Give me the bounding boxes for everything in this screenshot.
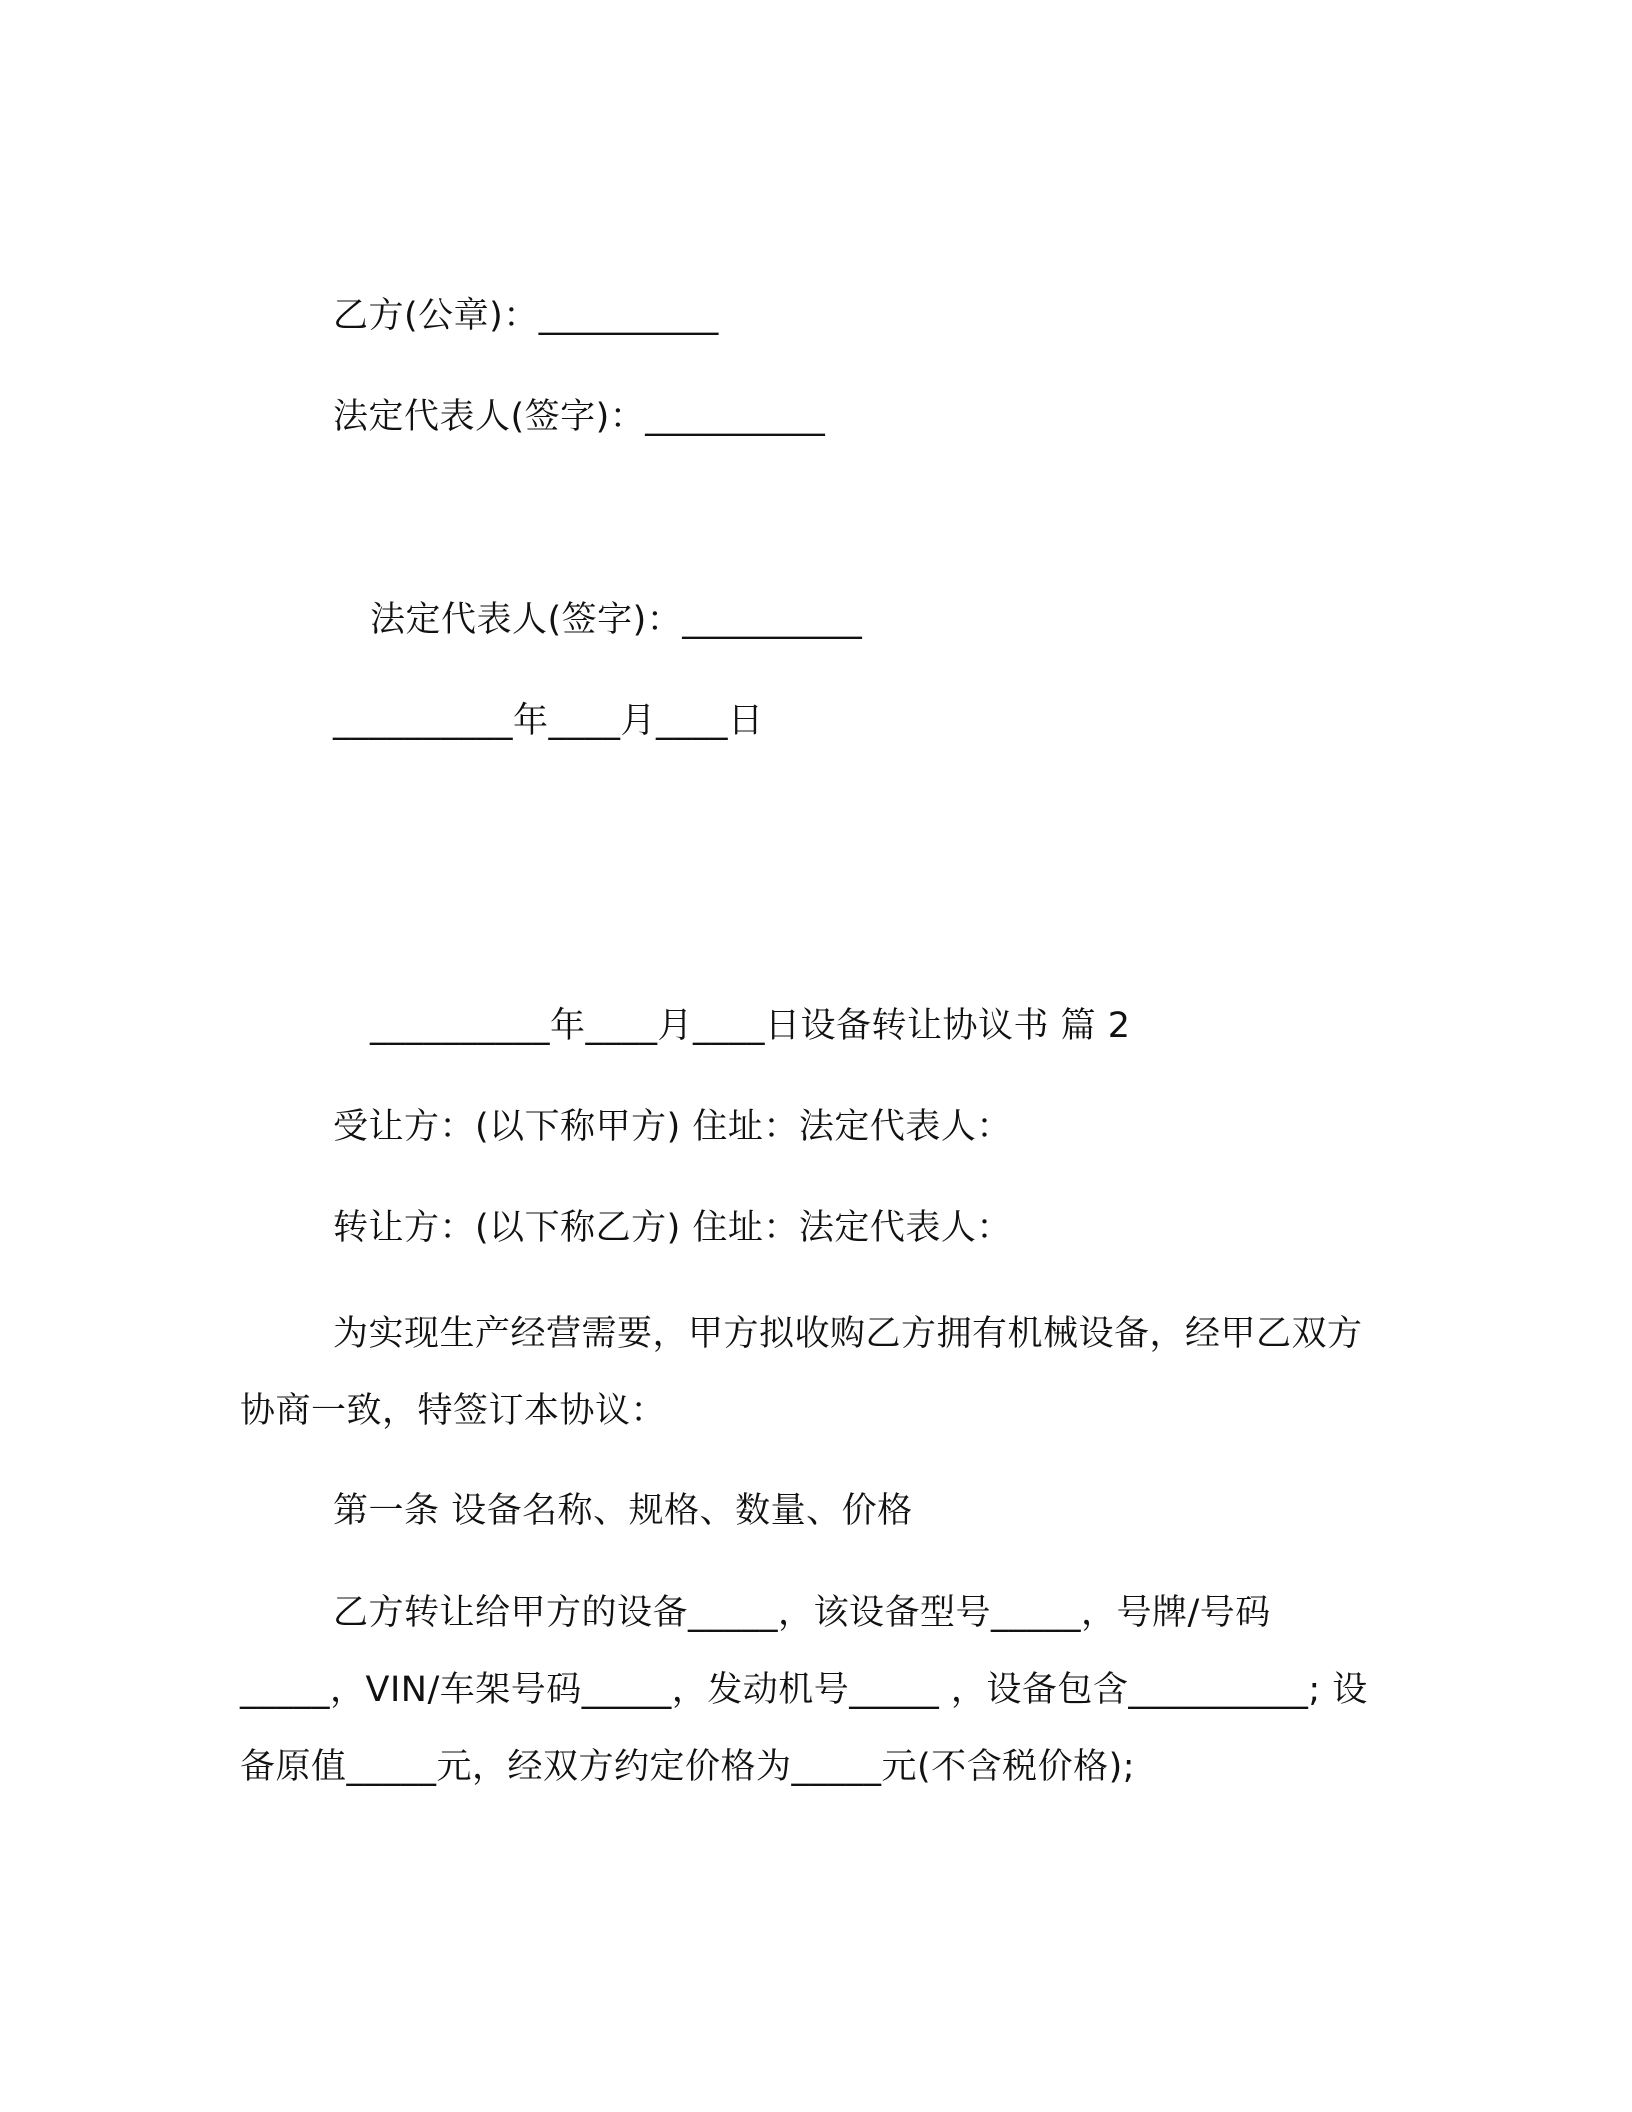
signature-date-line: __________年____月____日 xyxy=(333,701,764,741)
transferor-line: 转让方：(以下称乙方) 住址：法定代表人： xyxy=(333,1208,1012,1248)
article-1-body: 乙方转让给甲方的设备_____，该设备型号_____，号牌/号码_____，VIN/车架号码_____，发动机号_____ ，设备包含__________; 设备原值_____元，经双方约定价格为_____元(不含税价格); xyxy=(240,1593,1368,1787)
transferee-line: 受让方：(以下称甲方) 住址：法定代表人： xyxy=(333,1107,1012,1147)
article-1-heading: 第一条 设备名称、规格、数量、价格 xyxy=(333,1491,913,1531)
legal-rep-signature-line-2: 法定代表人(签字)：__________ xyxy=(370,600,863,640)
legal-rep-signature-line-1: 法定代表人(签字)：__________ xyxy=(333,397,826,437)
section-title: __________年____月____日设备转让协议书 篇 2 xyxy=(370,1006,1131,1046)
preamble-paragraph: 为实现生产经营需要，甲方拟收购乙方拥有机械设备，经甲乙双方协商一致，特签订本协议： xyxy=(240,1314,1363,1431)
party-b-seal-line: 乙方(公章)：__________ xyxy=(333,296,719,336)
